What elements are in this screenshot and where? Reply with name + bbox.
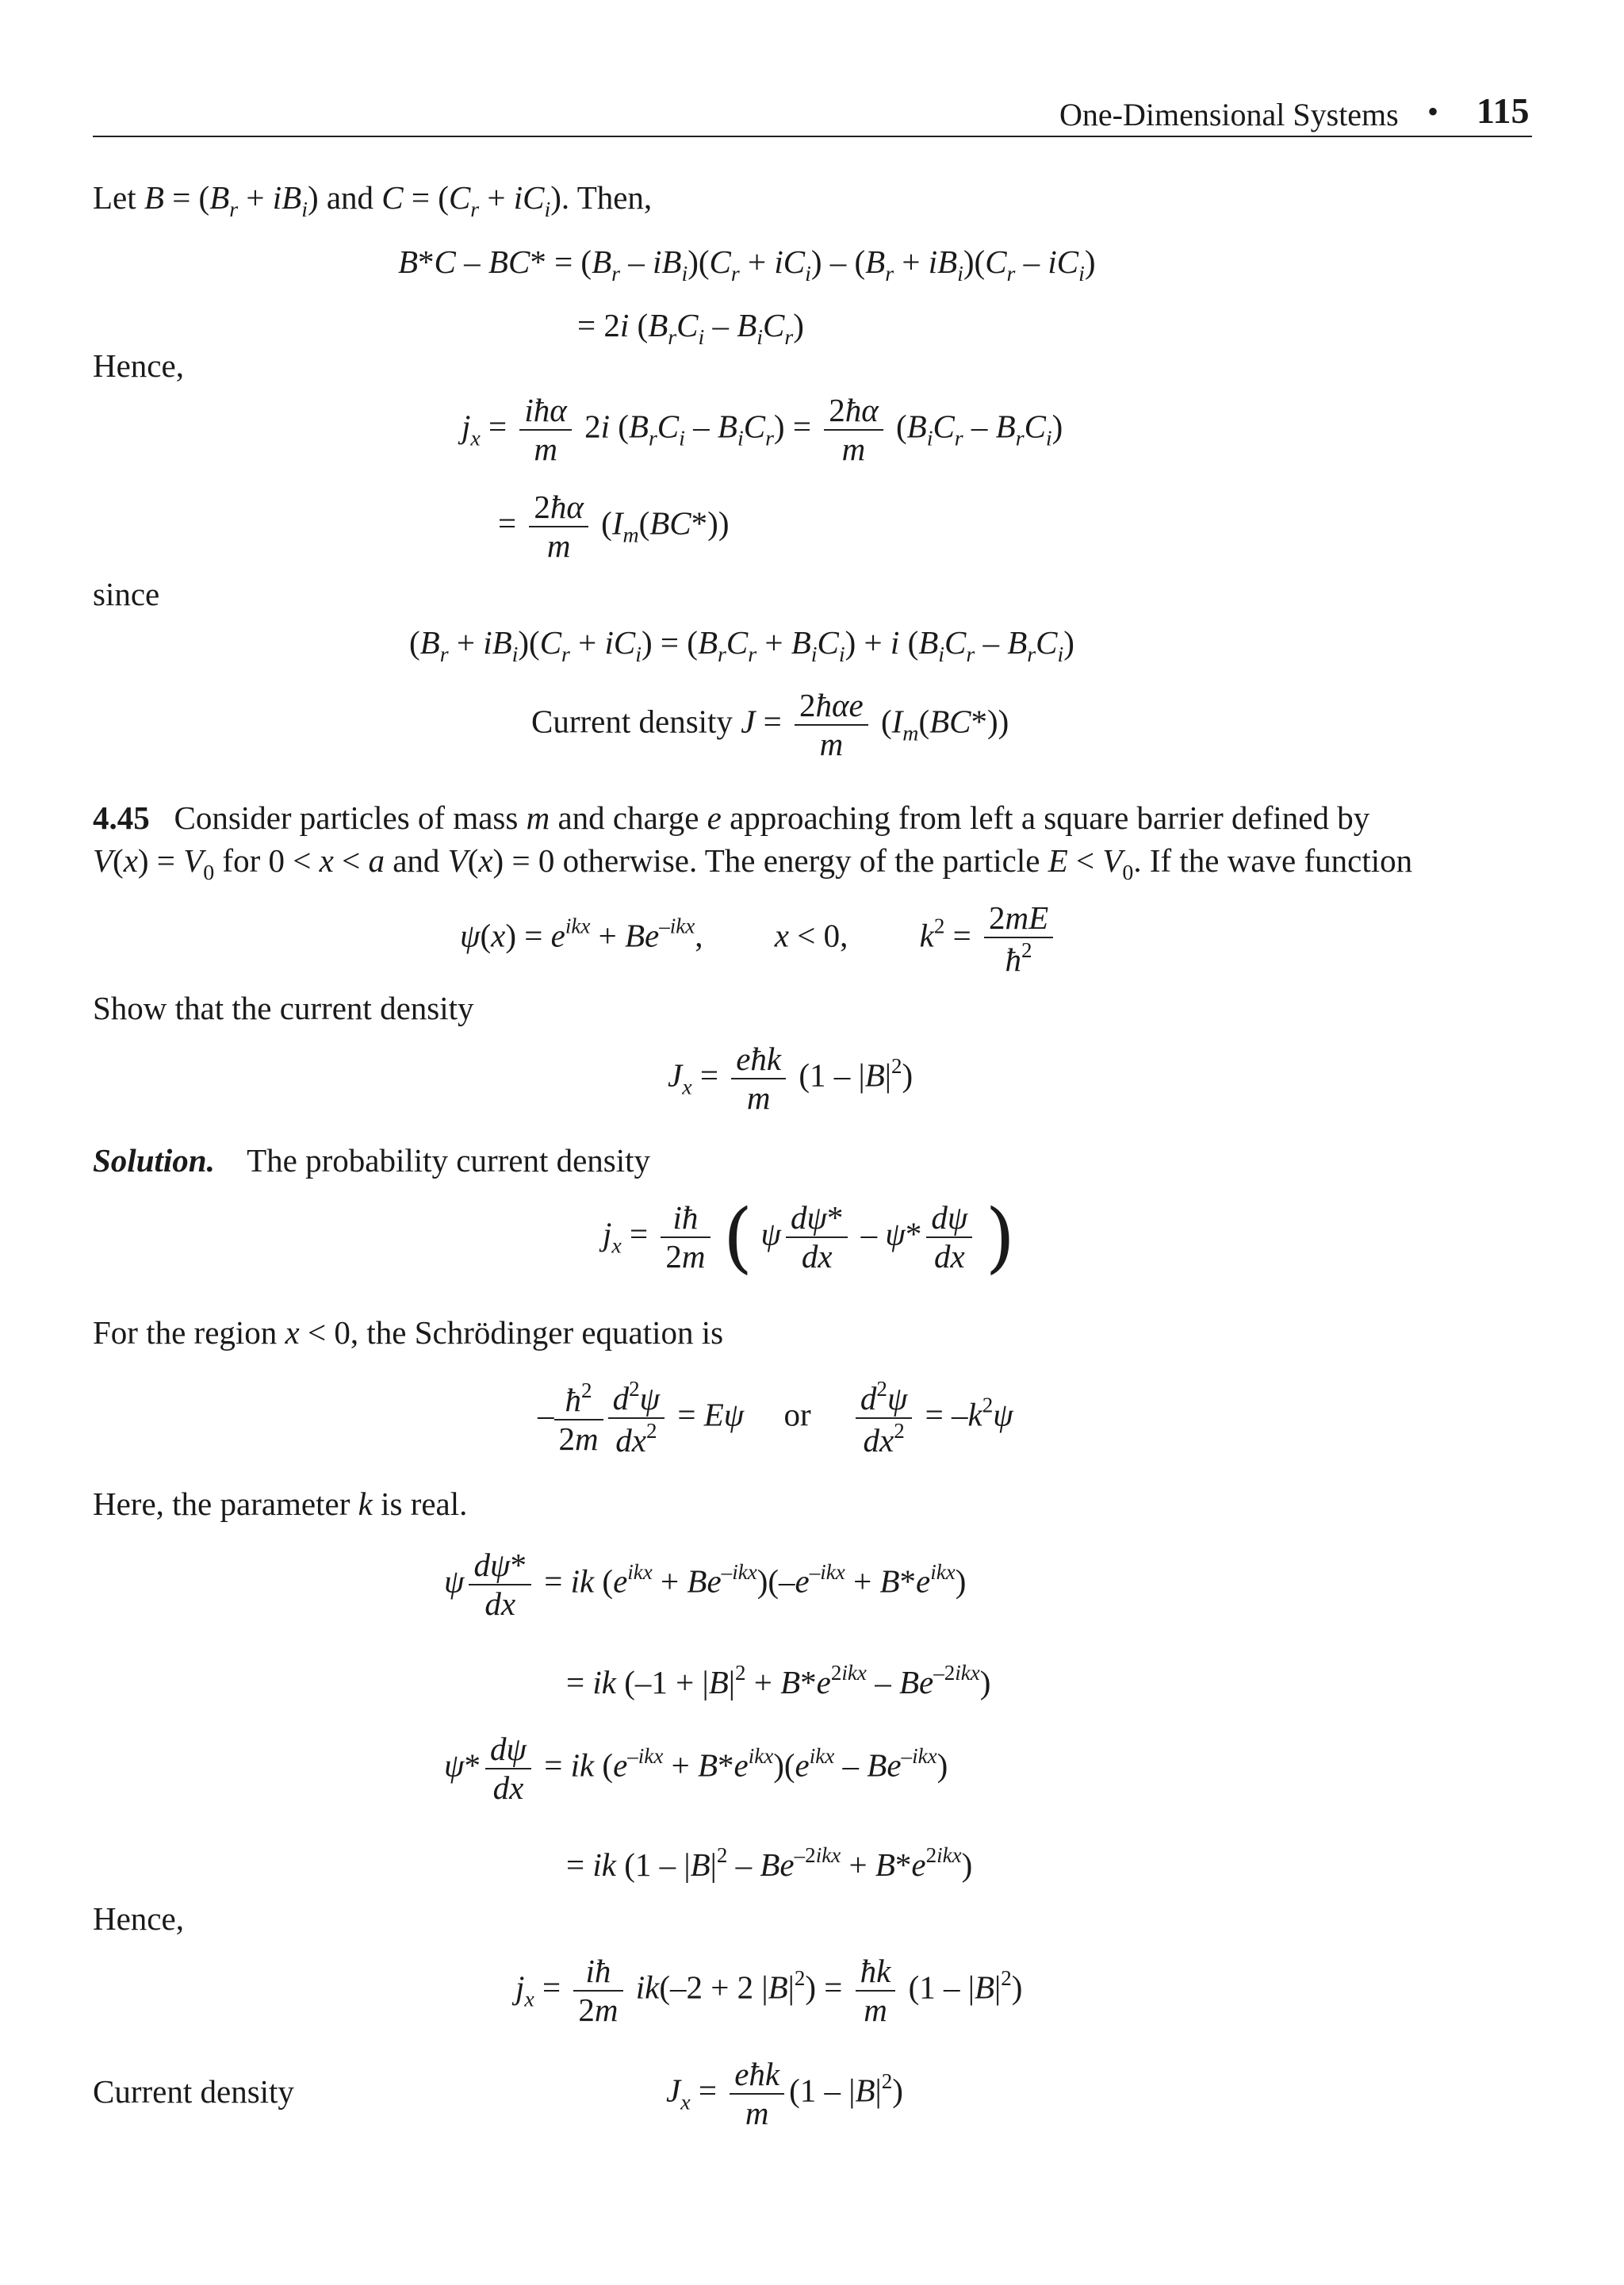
header-rule <box>93 136 1532 137</box>
equation-2: = 2i $(B_rC_i - B_iC_r)$ <box>577 307 804 350</box>
equation-6: Current density J = $\frac{\text{2ħαe}}{m}$ $(I_m(BC*))$ <box>531 687 1009 763</box>
fraction: $\frac{\text{2ħαe}}{m}$ <box>795 687 868 763</box>
running-title: One-Dimensional Systems <box>1059 97 1399 132</box>
equation-7: $\psi(x) = e^{ikx} + Be^{-ikx}$, x < 0, $k^2$ = $\frac{2mE}{ħ^2}$ <box>460 899 1058 979</box>
problem-4-45-line-2: $V(x) = V_0$ for 0 < x < a and V(x) = 0 otherwise. The energy of the particle $E < V_0$. If the wave function <box>93 842 1413 885</box>
fraction: $\frac{2ħ\alpha}{m}$ <box>824 392 883 468</box>
fraction: $\frac{ħ^2}{2m}$ <box>554 1378 603 1458</box>
fraction: $\frac{iħ}{2m}$ <box>573 1953 622 2029</box>
fraction: $\frac{d^2\psi}{dx^2}$ <box>608 1377 665 1459</box>
show-that-text: Show that the current density <box>93 990 474 1026</box>
problem-number: 4.45 <box>93 799 150 836</box>
fraction: $\frac{2mE}{ħ^2}$ <box>984 899 1053 979</box>
fraction: $\frac{\text{eħk}}{m}$ <box>731 1041 786 1117</box>
region-text: For the region x < 0, the Schrödinger equation is <box>93 1314 724 1351</box>
fraction: $\frac{d\psi}{dx}$ <box>926 1199 972 1275</box>
equation-8: $J_x$ = $\frac{\text{eħk}}{m}$ $(1 - |B|^2)$ <box>668 1041 914 1117</box>
solution-label: Solution. <box>93 1142 215 1179</box>
hence-2: Hence, <box>93 1900 184 1937</box>
current-density-final-label: Current density <box>93 2073 294 2110</box>
equation-3: $j_x$ = $\frac{\text{iħα}}{m}$ 2i $(B_rC_i - B_iC_r)$ = $\frac{2ħ\alpha}{m}$ $(B_iC_r - B_rC_i)$ <box>462 392 1063 468</box>
problem-4-45-line-1: 4.45 Consider particles of mass m and charge e approaching from left a square barrier defined by <box>93 799 1370 836</box>
fraction: $\frac{ħk}{m}$ <box>856 1953 896 2029</box>
header-bullet: • <box>1427 94 1439 129</box>
equation-14: = ik $(1 - |B|^2 - Be^{-2ikx} + B*e^{2ikx})$ <box>566 1843 973 1883</box>
equation-15: $j_x$ = $\frac{iħ}{2m}$ ik(–2 + 2 $|B|^2$) = $\frac{ħk}{m}$ $(1 - |B|^2)$ <box>515 1953 1023 2029</box>
parameter-text: Here, the parameter k is real. <box>93 1486 468 1522</box>
page-number: 115 <box>1477 90 1530 131</box>
equation-5: $(B_r + iB_i)(C_r + iC_i) = (B_rC_r + B_iC_i) + i$ $(B_iC_r - B_rC_i)$ <box>409 624 1074 667</box>
current-density-label: Current density J = <box>531 703 782 740</box>
solution-text: The probability current density <box>247 1142 651 1179</box>
equation-1: $B*C - BC* = (B_r - iB_i)(C_r + iC_i) - (B_r + iB_i)(C_r - iC_i)$ <box>398 243 1096 286</box>
equation-11: ψ $\frac{d\psi*}{dx}$ = ik $(e^{ikx} + Be^{-ikx})(-e^{-ikx} + B*e^{ikx})$ <box>444 1547 967 1623</box>
fraction: $\frac{d\psi}{dx}$ <box>485 1731 531 1807</box>
fraction: $\frac{iħ}{2m}$ <box>661 1199 710 1275</box>
equation-4: = $\frac{2ħ\alpha}{m}$ $(I_m(BC*))$ <box>498 489 730 565</box>
solution-line <box>93 1142 650 1179</box>
let-line: Let $B = (B_r + iB_i)$ and $C = (C_r + iC_i)$. Then, <box>93 179 653 222</box>
equation-9: $j_x$ = $\frac{iħ}{2m}$ ( ψ $\frac{d\psi*}{dx}$ – ψ* $\frac{d\psi}{dx}$ ) <box>603 1193 1016 1282</box>
since-label: since <box>93 576 160 612</box>
fraction: $\frac{2ħ\alpha}{m}$ <box>529 489 588 565</box>
equation-13: ψ* $\frac{d\psi}{dx}$ = ik $(e^{-ikx} + B*e^{ikx})(e^{ikx} - Be^{-ikx})$ <box>444 1731 948 1807</box>
fraction: $\frac{d^2\psi}{dx^2}$ <box>856 1377 913 1459</box>
equation-10: – $\frac{ħ^2}{2m}$ $\frac{d^2\psi}{dx^2}$ = Eψ or $\frac{d^2\psi}{dx^2}$ = $-k^2\psi$ <box>538 1377 1013 1459</box>
fraction: $\frac{\text{iħα}}{m}$ <box>519 392 571 468</box>
fraction: $\frac{d\psi*}{dx}$ <box>786 1199 848 1275</box>
equation-12: = ik $(-1 + |B|^2 + B*e^{2ikx} - Be^{-2ikx})$ <box>566 1661 991 1700</box>
equation-16: $J_x$ = $\frac{\text{eħk}}{m}$ $(1 - |B|^2)$ <box>666 2056 903 2132</box>
fraction: $\frac{\text{eħk}}{m}$ <box>730 2056 784 2132</box>
fraction: $\frac{d\psi*}{dx}$ <box>469 1547 530 1623</box>
hence-1: Hence, <box>93 347 184 384</box>
